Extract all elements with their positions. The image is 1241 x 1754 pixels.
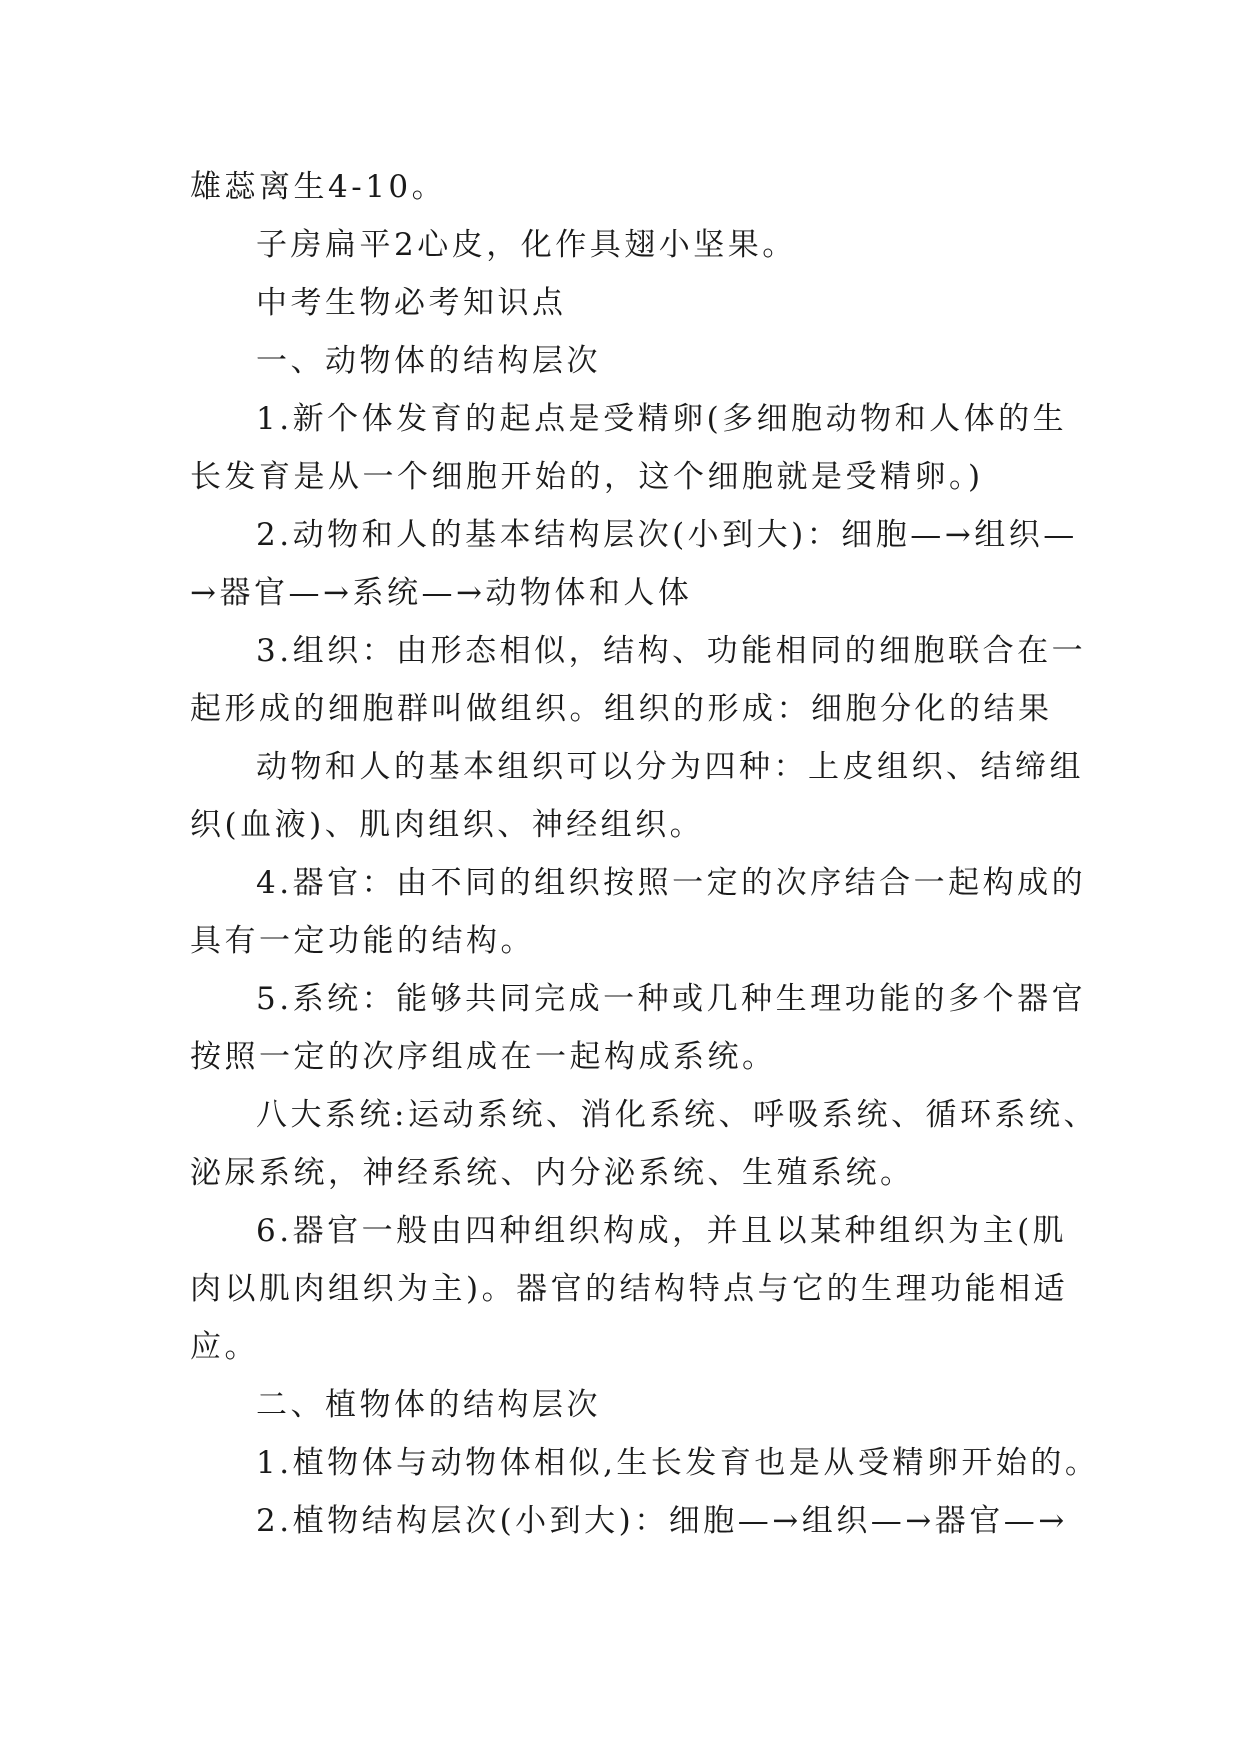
text-line: 按照一定的次序组成在一起构成系统。 [190,1039,777,1075]
text-line: 长发育是从一个细胞开始的，这个细胞就是受精卵。) [190,459,984,495]
text-line: 3.组织：由形态相似，结构、功能相同的细胞联合在一 [256,633,1087,669]
section-heading: 二、植物体的结构层次 [256,1387,601,1423]
text-line: 动物和人的基本组织可以分为四种：上皮组织、结缔组 [256,749,1084,785]
text-line: 具有一定功能的结构。 [190,923,535,959]
section-heading: 一、动物体的结构层次 [256,343,601,379]
text-line: 应。 [190,1329,259,1365]
text-line: 6.器官一般由四种组织构成，并且以某种组织为主(肌 [256,1213,1068,1249]
text-line: 4.器官：由不同的组织按照一定的次序结合一起构成的 [256,865,1087,901]
text-line: 子房扁平2心皮，化作具翅小坚果。 [256,227,797,263]
text-line: 2.动物和人的基本结构层次(小到大)：细胞—→组织— [256,517,1078,553]
section-heading: 中考生物必考知识点 [256,285,567,321]
text-line: 织(血液)、肌肉组织、神经组织。 [190,807,705,843]
text-line: 1.新个体发育的起点是受精卵(多细胞动物和人体的生 [256,401,1068,437]
document-body [190,158,1100,1550]
text-line: 5.系统：能够共同完成一种或几种生理功能的多个器官 [256,981,1087,1017]
text-line: 起形成的细胞群叫做组织。组织的形成：细胞分化的结果 [190,691,1053,727]
text-line: 2.植物结构层次(小到大)：细胞—→组织—→器官—→ [256,1503,1068,1539]
text-line: 泌尿系统，神经系统、内分泌系统、生殖系统。 [190,1155,915,1191]
text-line: 肉以肌肉组织为主)。器官的结构特点与它的生理功能相适 [190,1271,1069,1307]
text-line: 雄蕊离生4-10。 [190,169,447,205]
text-line: 八大系统:运动系统、消化系统、呼吸系统、循环系统、 [256,1097,1098,1133]
text-line: 1.植物体与动物体相似,生长发育也是从受精卵开始的。 [256,1445,1100,1481]
text-line: →器官—→系统—→动物体和人体 [190,575,693,611]
